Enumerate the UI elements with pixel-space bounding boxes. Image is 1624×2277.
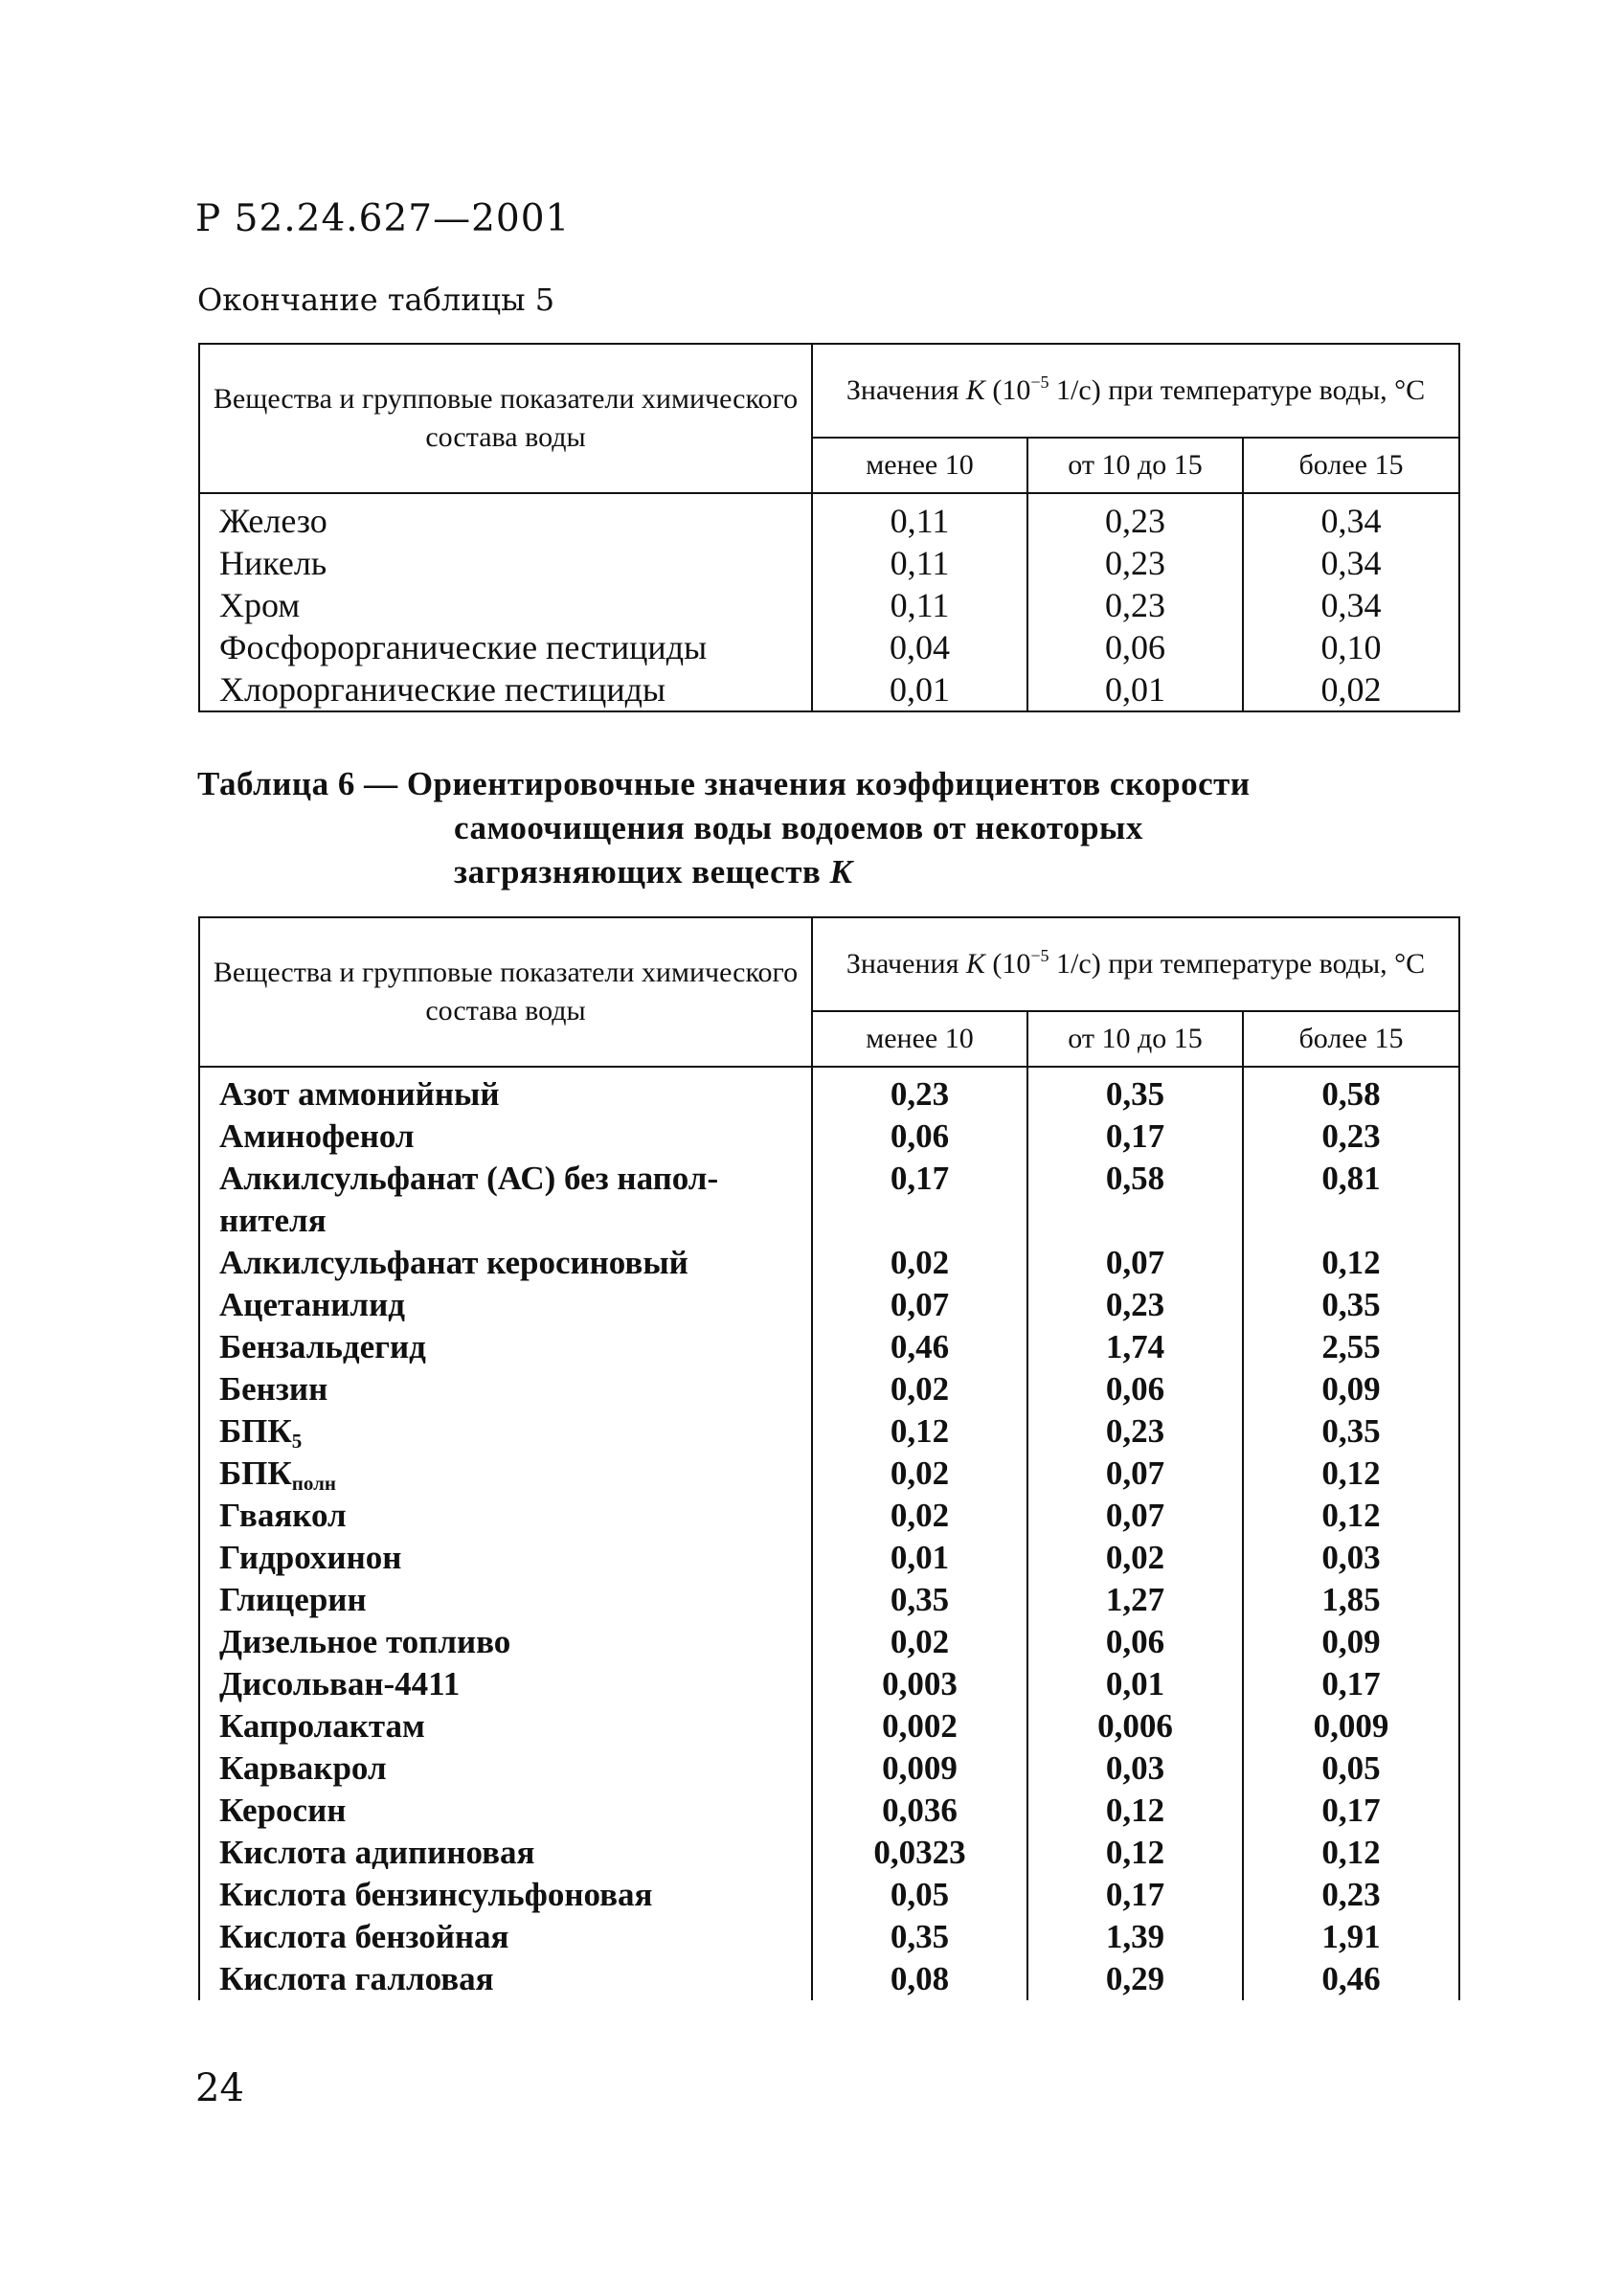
value-below-10 (812, 1200, 1027, 1242)
substance-name-text: БПК (219, 1412, 292, 1450)
value-10-to-15: 0,29 (1027, 1958, 1243, 2000)
value-above-15: 0,34 (1243, 500, 1459, 542)
table-6-title (197, 762, 1423, 894)
group-header-unit: (10 (984, 374, 1031, 406)
table-spacer-row (199, 493, 1459, 500)
spacer-cell (812, 493, 1027, 500)
group-header-k: K (965, 374, 985, 406)
spacer-cell (199, 1067, 812, 1073)
substance-name (199, 1958, 812, 2000)
table-6-title-line3 (197, 850, 1423, 894)
row-label-header (199, 917, 812, 1067)
table-row (199, 1916, 1459, 1958)
value-10-to-15: 0,17 (1027, 1116, 1243, 1158)
substance-name (199, 1537, 812, 1579)
value-10-to-15 (1027, 1200, 1243, 1242)
substance-name-text: Аминофенол (219, 1117, 415, 1155)
value-below-10: 0,04 (812, 626, 1027, 668)
substance-name-text: Кислота бензойная (219, 1918, 509, 1955)
value-below-10: 0,003 (812, 1663, 1027, 1705)
table-row (199, 1410, 1459, 1453)
substance-name-text: Глицерин (219, 1581, 367, 1618)
table-row (199, 1579, 1459, 1621)
substance-name-text: Капролактам (219, 1707, 425, 1745)
table-6-title-line1: Ориентировочные значения коэффициентов скорости (406, 765, 1251, 802)
value-below-10: 0,02 (812, 1453, 1027, 1495)
substance-name (199, 1790, 812, 1832)
substance-name-subscript: 5 (291, 1430, 303, 1453)
table-row (199, 1073, 1459, 1116)
substance-name (199, 1284, 812, 1326)
value-above-15: 0,34 (1243, 584, 1459, 626)
value-above-15: 0,81 (1243, 1158, 1459, 1200)
document-code: Р 52.24.627—2001 (195, 197, 571, 240)
column-header-10-to-15: от 10 до 15 (1027, 1011, 1243, 1067)
table-row (199, 584, 1459, 626)
value-below-10: 0,11 (812, 584, 1027, 626)
table-row (199, 1242, 1459, 1284)
table-6-title-line2: самоочищения воды водоемов от некоторых (454, 809, 1143, 846)
substance-name (199, 668, 812, 711)
value-below-10: 0,23 (812, 1073, 1027, 1116)
spacer-cell (1027, 493, 1243, 500)
substance-name (199, 1495, 812, 1537)
group-header-suffix: 1/с) при температуре воды, °С (1049, 374, 1426, 406)
value-below-10: 0,02 (812, 1621, 1027, 1663)
value-above-15: 0,17 (1243, 1790, 1459, 1832)
substance-name-text: Фосфорорганические пестициды (219, 628, 708, 666)
substance-name (199, 1368, 812, 1410)
substance-name-text: Кислота галловая (219, 1960, 494, 1997)
table-row (199, 1747, 1459, 1790)
substance-name-text: Бензальдегид (219, 1328, 426, 1365)
value-10-to-15: 0,06 (1027, 1621, 1243, 1663)
value-10-to-15: 0,23 (1027, 1284, 1243, 1326)
substance-name (199, 1705, 812, 1747)
substance-name (199, 1158, 812, 1200)
value-below-10: 0,02 (812, 1495, 1027, 1537)
value-10-to-15: 0,23 (1027, 542, 1243, 584)
substance-name (199, 1621, 812, 1663)
value-10-to-15: 0,006 (1027, 1705, 1243, 1747)
table-row (199, 1326, 1459, 1368)
value-10-to-15: 1,27 (1027, 1579, 1243, 1621)
substance-name-text: Алкилсульфанат керосиновый (219, 1244, 688, 1281)
substance-name (199, 1200, 812, 1242)
table-row (199, 1958, 1459, 2000)
substance-name (199, 1663, 812, 1705)
value-above-15: 0,12 (1243, 1495, 1459, 1537)
table-6 (198, 916, 1460, 2000)
value-below-10: 0,002 (812, 1705, 1027, 1747)
value-above-15: 0,009 (1243, 1705, 1459, 1747)
substance-name-text: БПК (219, 1454, 292, 1492)
substance-name-text: Азот аммонийный (219, 1075, 500, 1113)
value-above-15: 2,55 (1243, 1326, 1459, 1368)
value-below-10: 0,08 (812, 1958, 1027, 2000)
substance-name-text: Кислота бензинсульфоновая (219, 1876, 653, 1913)
value-above-15: 1,91 (1243, 1916, 1459, 1958)
table-6-title-line3-text: загрязняющих веществ (454, 853, 830, 891)
table-row (199, 542, 1459, 584)
table-6-label: Таблица 6 — (197, 765, 407, 802)
table-row (199, 500, 1459, 542)
value-below-10: 0,07 (812, 1284, 1027, 1326)
value-10-to-15: 0,06 (1027, 1368, 1243, 1410)
table-row (199, 1200, 1459, 1242)
value-10-to-15: 0,12 (1027, 1790, 1243, 1832)
value-below-10: 0,06 (812, 1116, 1027, 1158)
group-header-suffix: 1/с) при температуре воды, °С (1049, 948, 1426, 980)
column-header-10-to-15: от 10 до 15 (1027, 438, 1243, 493)
value-below-10: 0,05 (812, 1874, 1027, 1916)
value-10-to-15: 0,07 (1027, 1242, 1243, 1284)
value-10-to-15: 0,23 (1027, 1410, 1243, 1453)
substance-name-text: Дисольван-4411 (219, 1665, 461, 1702)
value-below-10: 0,46 (812, 1326, 1027, 1368)
substance-name-text: нителя (219, 1202, 327, 1239)
spacer-cell (1243, 493, 1459, 500)
spacer-cell (812, 1067, 1027, 1073)
value-above-15: 0,17 (1243, 1663, 1459, 1705)
value-above-15: 0,46 (1243, 1958, 1459, 2000)
value-10-to-15: 0,03 (1027, 1747, 1243, 1790)
value-above-15: 0,12 (1243, 1242, 1459, 1284)
table-row (199, 1874, 1459, 1916)
substance-name (199, 542, 812, 584)
table-row (199, 1495, 1459, 1537)
value-below-10: 0,01 (812, 668, 1027, 711)
value-10-to-15: 1,39 (1027, 1916, 1243, 1958)
substance-name-text: Гидрохинон (219, 1539, 402, 1576)
substance-name-subscript: полн (291, 1472, 336, 1495)
value-above-15: 0,35 (1243, 1410, 1459, 1453)
value-above-15: 0,34 (1243, 542, 1459, 584)
table-row (199, 1621, 1459, 1663)
value-group-header (812, 917, 1459, 1011)
value-above-15 (1243, 1200, 1459, 1242)
table-row (199, 1705, 1459, 1747)
group-header-unit: (10 (984, 948, 1031, 980)
substance-name (199, 1916, 812, 1958)
value-below-10: 0,0323 (812, 1832, 1027, 1874)
value-group-header (812, 344, 1459, 438)
substance-name (199, 1410, 812, 1453)
substance-name-text: Бензин (219, 1370, 328, 1408)
value-below-10: 0,02 (812, 1242, 1027, 1284)
row-label-header-text: Вещества и групповые показатели химического состава воды (213, 957, 799, 1026)
spacer-cell (1027, 1067, 1243, 1073)
substance-name-text: Карвакрол (219, 1749, 387, 1787)
value-below-10: 0,35 (812, 1579, 1027, 1621)
group-header-k: K (965, 948, 985, 980)
value-above-15: 0,02 (1243, 668, 1459, 711)
column-header-above-15: более 15 (1243, 438, 1459, 493)
value-above-15: 0,35 (1243, 1284, 1459, 1326)
table-row (199, 1832, 1459, 1874)
table-row (199, 1158, 1459, 1200)
table-continuation-caption: Окончание таблицы 5 (197, 282, 555, 318)
column-header-below-10: менее 10 (812, 438, 1027, 493)
value-below-10: 0,12 (812, 1410, 1027, 1453)
substance-name (199, 626, 812, 668)
substance-name-text: Дизельное топливо (219, 1623, 511, 1660)
substance-name-text: Хлорорганические пестициды (219, 670, 666, 709)
substance-name-text: Кислота адипиновая (219, 1834, 535, 1871)
group-header-exponent: −5 (1030, 946, 1049, 965)
value-above-15: 0,09 (1243, 1368, 1459, 1410)
column-header-above-15: более 15 (1243, 1011, 1459, 1067)
substance-name-text: Ацетанилид (219, 1286, 405, 1323)
value-above-15: 0,09 (1243, 1621, 1459, 1663)
value-10-to-15: 0,17 (1027, 1874, 1243, 1916)
substance-name (199, 1242, 812, 1284)
table-row (199, 1790, 1459, 1832)
value-10-to-15: 0,01 (1027, 668, 1243, 711)
value-above-15: 0,10 (1243, 626, 1459, 668)
table-6-title-k: K (829, 853, 853, 891)
value-above-15: 0,05 (1243, 1747, 1459, 1790)
substance-name-text: Хром (219, 586, 301, 624)
substance-name-text: Никель (219, 544, 327, 582)
value-10-to-15: 1,74 (1027, 1326, 1243, 1368)
substance-name (199, 500, 812, 542)
substance-name (199, 1073, 812, 1116)
row-label-header (199, 344, 812, 493)
table-row (199, 1116, 1459, 1158)
column-header-below-10: менее 10 (812, 1011, 1027, 1067)
substance-name (199, 584, 812, 626)
value-10-to-15: 0,23 (1027, 500, 1243, 542)
value-above-15: 0,58 (1243, 1073, 1459, 1116)
group-header-prefix: Значения (846, 948, 966, 980)
table-row (199, 1663, 1459, 1705)
value-10-to-15: 0,12 (1027, 1832, 1243, 1874)
table-row (199, 1368, 1459, 1410)
page-number: 24 (195, 2066, 244, 2110)
value-below-10: 0,11 (812, 542, 1027, 584)
substance-name (199, 1747, 812, 1790)
substance-name (199, 1832, 812, 1874)
substance-name (199, 1453, 812, 1495)
value-below-10: 0,02 (812, 1368, 1027, 1410)
value-below-10: 0,009 (812, 1747, 1027, 1790)
value-10-to-15: 0,58 (1027, 1158, 1243, 1200)
table-row (199, 1453, 1459, 1495)
value-10-to-15: 0,23 (1027, 584, 1243, 626)
row-label-header-text: Вещества и групповые показатели химического состава воды (213, 383, 799, 453)
value-below-10: 0,17 (812, 1158, 1027, 1200)
substance-name (199, 1116, 812, 1158)
substance-name (199, 1874, 812, 1916)
value-above-15: 0,12 (1243, 1453, 1459, 1495)
value-10-to-15: 0,06 (1027, 626, 1243, 668)
value-above-15: 0,23 (1243, 1116, 1459, 1158)
value-above-15: 0,03 (1243, 1537, 1459, 1579)
table-row (199, 626, 1459, 668)
value-10-to-15: 0,07 (1027, 1453, 1243, 1495)
table-row (199, 1284, 1459, 1326)
value-below-10: 0,11 (812, 500, 1027, 542)
spacer-cell (199, 493, 812, 500)
substance-name-text: Железо (219, 502, 327, 540)
table-row (199, 668, 1459, 711)
table-row (199, 1537, 1459, 1579)
group-header-exponent: −5 (1030, 372, 1049, 392)
value-above-15: 0,12 (1243, 1832, 1459, 1874)
value-above-15: 0,23 (1243, 1874, 1459, 1916)
substance-name-text: Гваякол (219, 1497, 347, 1534)
substance-name-text: Алкилсульфанат (АС) без напол- (219, 1160, 719, 1197)
value-10-to-15: 0,01 (1027, 1663, 1243, 1705)
substance-name-text: Керосин (219, 1792, 347, 1829)
value-10-to-15: 0,07 (1027, 1495, 1243, 1537)
value-below-10: 0,35 (812, 1916, 1027, 1958)
substance-name (199, 1579, 812, 1621)
group-header-prefix: Значения (846, 374, 966, 406)
spacer-cell (1243, 1067, 1459, 1073)
value-10-to-15: 0,35 (1027, 1073, 1243, 1116)
substance-name (199, 1326, 812, 1368)
value-10-to-15: 0,02 (1027, 1537, 1243, 1579)
table-5 (198, 343, 1460, 712)
value-above-15: 1,85 (1243, 1579, 1459, 1621)
value-below-10: 0,01 (812, 1537, 1027, 1579)
value-below-10: 0,036 (812, 1790, 1027, 1832)
table-spacer-row (199, 1067, 1459, 1073)
